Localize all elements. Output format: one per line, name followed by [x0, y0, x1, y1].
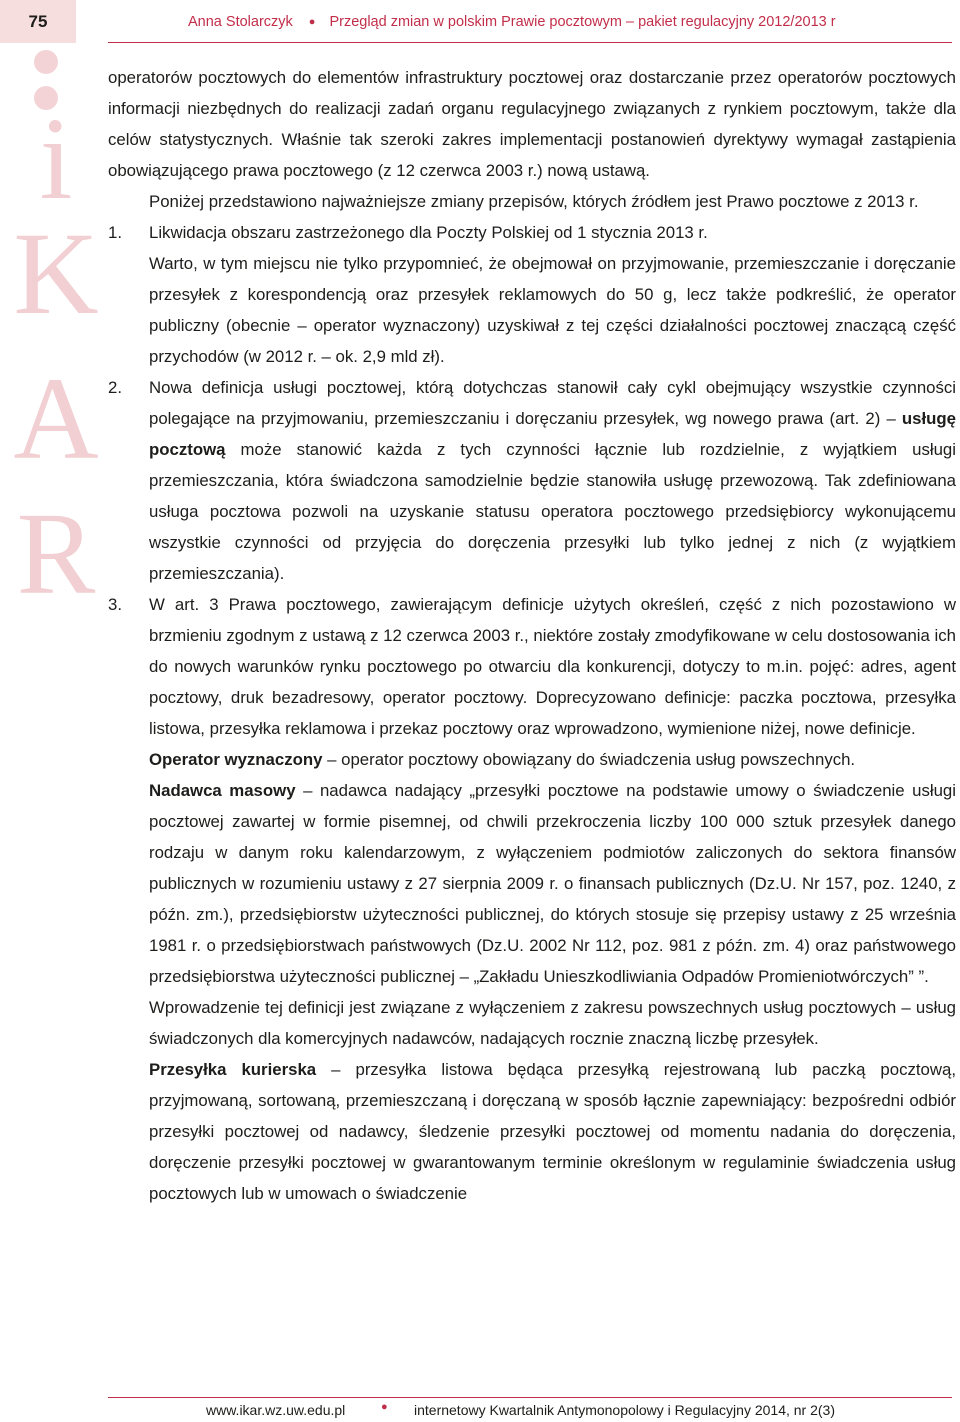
- definition: [149, 744, 956, 775]
- decor-letter-i: i: [39, 93, 73, 224]
- list-item: [108, 372, 956, 589]
- list-number: 2.: [108, 378, 122, 397]
- definition-note: Wprowadzenie tej definicji jest związane z wyłączeniem z zakresu powszechnych usług pocztowych – usług świadczonych dla komercyjnych nadawców, nadających rocznie znaczną liczbę przesyłek.: [149, 998, 956, 1048]
- definition-term: Przesyłka kurierska: [149, 1060, 317, 1079]
- term-bold: usługę pocztową: [149, 409, 956, 459]
- page-number-text: 75: [28, 11, 48, 31]
- header-author: Anna Stolarczyk: [188, 14, 293, 30]
- decor-dot: [34, 50, 58, 74]
- list-number: 1.: [108, 223, 122, 242]
- definition-term: Nadawca masowy: [149, 781, 296, 800]
- header-rule: [108, 42, 952, 43]
- list-item-text: [149, 372, 956, 589]
- decor-letter-r: R: [16, 488, 96, 619]
- footer-separator-icon: ●: [381, 1401, 388, 1413]
- text-run: Nowa definicja usługi pocztowej, którą dotychczas stanowił cały cykl obejmujący wszystkie czynności polegające na przyjmowaniu, przemieszczaniu i doręczaniu przesyłek, wg nowego prawa (art. 2) –: [149, 378, 956, 428]
- definition-text: – operator pocztowy obowiązany do świadczenia usług powszechnych.: [322, 750, 856, 769]
- footer-url: www.ikar.wz.uw.edu.pl: [206, 1402, 346, 1418]
- header-separator-icon: ●: [308, 16, 316, 28]
- footer-journal: internetowy Kwartalnik Antymonopolowy i Regulacyjny 2014, nr 2(3): [414, 1402, 835, 1418]
- definition: [149, 775, 956, 992]
- decor-letter-k: K: [13, 208, 99, 339]
- header-title: Przegląd zmian w polskim Prawie pocztowym – pakiet regulacyjny 2012/2013 r: [329, 14, 836, 30]
- list-item: [108, 217, 956, 372]
- definition-term: Operator wyznaczony: [149, 750, 323, 769]
- definition-text: – nadawca nadający „przesyłki pocztowe na podstawie umowy o świadczenie usługi pocztowej zawartej w formie pisemnej, od chwili przekroczenia liczby 100 000 sztuk przesyłek danego rodzaju w danym roku kalendarzowym, z wyłączeniem podmiotów zaliczonych do sektora finansów publicznych w rozumieniu ustawy z 27 sierpnia 2009 r. o finansach publicznych (Dz.U. Nr 157, poz. 1240, z późn. zm.), przedsiębiorstw użyteczności publicznej, do których stosuje się przepisy ustawy z 25 września 1981 r. o przedsiębiorstwach państwowych (Dz.U. 2002 Nr 112, poz. 981 z późn. zm. 4) oraz państwowego przedsiębiorstwa użyteczności publicznej – „Zakładu Unieszkodliwiania Odpadów Promieniotwórczych” ”.: [149, 781, 956, 986]
- definition-text: – przesyłka listowa będąca przesyłką rejestrowaną lub paczką pocztową, przyjmowaną, sortowaną, przemieszczaną i doręczaną w sposób łącznie zapewniający: bezpośredni odbiór przesyłki pocztowej od nadawcy, śledzenie przesyłki pocztowej od momentu nadania do doręczenia, doręczenie przesyłki pocztowej w gwarantowanym terminie określonym w regulaminie świadczenia usług pocztowych lub w umowach o świadczenie: [149, 1060, 956, 1203]
- list-item: [108, 589, 956, 1209]
- definition: [149, 1054, 956, 1209]
- text-run: może stanowić każda z tych czynności łącznie lub rozdzielnie, z wyjątkiem usługi przemieszczania, która świadczona samodzielnie będzie stanowiła usługę przewozową. Tak zdefiniowana usługa pocztowa pozwoli na uzyskanie statusu operatora pocztowego przedsiębiorcy wykonującemu wszystkie czynności od przyjęcia do doręczenia przesyłki lub tylko jednej z nich (z wyjątkiem przemieszczania).: [149, 440, 956, 583]
- article-body: [108, 62, 956, 1209]
- list-item-text: W art. 3 Prawa pocztowego, zawierającym definicje użytych określeń, część z nich pozostawiono w brzmieniu zgodnym z ustawą z 12 czerwca 2003 r., niektóre zostały zmodyfikowane w celu dostosowania ich do nowych warunków rynku pocztowego po otwarciu dla konkurencji, dotyczy to m.in. pojęć: adres, agent pocztowy, druk bezadresowy, operator pocztowy. Doprecyzowano definicje: paczka pocztowa, przesyłka listowa, przesyłka reklamowa i przekaz pocztowy oraz wprowadzono, wymienione niżej, nowe definicje.: [149, 595, 956, 738]
- list-item-text: Warto, w tym miejscu nie tylko przypomnieć, że obejmował on przyjmowanie, przemieszczanie i doręczanie przesyłek z korespondencją oraz przesyłek reklamowych do 50 g, lecz także podkreślić, że operator publiczny (obecnie – operator wyznaczony) uzyskiwał z tej części działalności pocztowej znaczącą część przychodów (w 2012 r. – ok. 2,9 mld zł).: [149, 254, 956, 366]
- paragraph: operatorów pocztowych do elementów infrastruktury pocztowej oraz dostarczanie przez operatorów pocztowych informacji niezbędnych do realizacji zadań organu regulacyjnego związanych z rynkiem pocztowym, także dla celów statystycznych. Właśnie tak szeroki zakres implementacji postanowień dyrektywy wymagał zastąpienia obowiązującego prawa pocztowego (z 12 czerwca 2003 r.) nową ustawą.: [108, 68, 956, 180]
- list-number: 3.: [108, 595, 122, 614]
- list-item-heading: Likwidacja obszaru zastrzeżonego dla Poczty Polskiej od 1 stycznia 2013 r.: [149, 223, 708, 242]
- running-footer: [0, 1402, 960, 1422]
- decor-letter-a: A: [13, 353, 99, 484]
- paragraph: Poniżej przedstawiono najważniejsze zmiany przepisów, których źródłem jest Prawo pocztowe z 2013 r.: [149, 192, 919, 211]
- running-header: [188, 14, 948, 30]
- page-number: [0, 0, 76, 43]
- footer-rule: [108, 1397, 952, 1398]
